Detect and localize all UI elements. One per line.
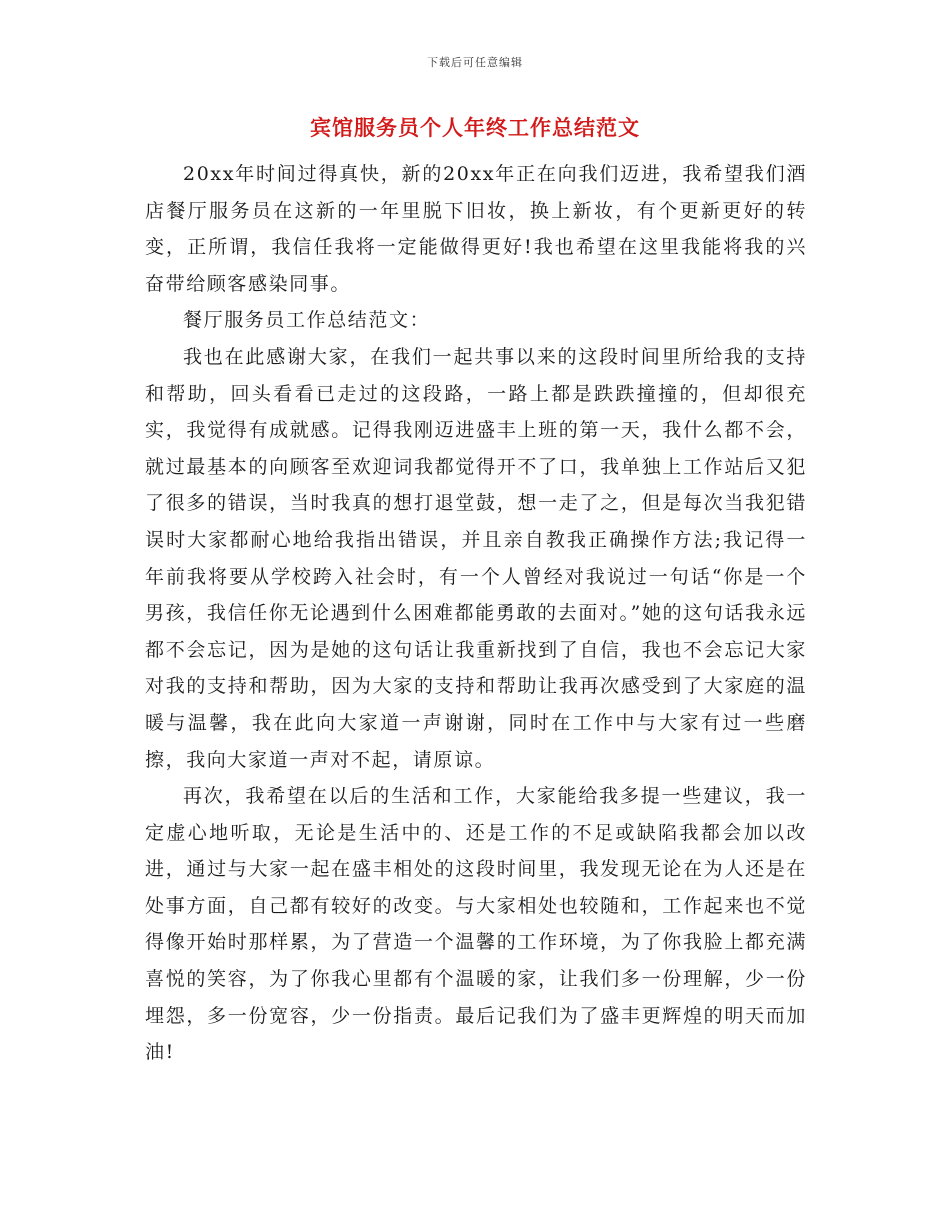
paragraph-intro: 20xx年时间过得真快，新的20xx年正在向我们迈进，我希望我们酒店餐厅服务员在这新的一年里脱下旧妆，换上新妆，有个更新更好的转变，正所谓，我信任我将一定能做得更好!我也希望在这里我能将我的兴奋带给顾客感染同事。 [145, 163, 807, 295]
paragraph-closing: 再次，我希望在以后的生活和工作，大家能给我多提一些建议，我一定虚心地听取，无论是生活中的、还是工作的不足或缺陷我都会加以改进，通过与大家一起在盛丰相处的这段时间里，我发现无论在为人还是在处事方面，自己都有较好的改变。与大家相处也较随和，工作起来也不觉得像开始时那样累，为了营造一个温馨的工作环境，为了你我脸上都充满喜悦的笑容，为了你我心里都有个温暖的家，让我们多一份理解，少一份埋怨，多一份宽容，少一份指责。最后记我们为了盛丰更辉煌的明天而加油! [145, 785, 807, 1064]
page-header-note: 下载后可任意编辑 [427, 56, 523, 69]
paragraph-subheading: 餐厅服务员工作总结范文： [183, 309, 431, 332]
paragraph-thanks: 我也在此感谢大家，在我们一起共事以来的这段时间里所给我的支持和帮助，回头看看已走过的这段路，一路上都是跌跌撞撞的，但却很充实，我觉得有成就感。记得我刚迈进盛丰上班的第一天，我什么都不会，就过最基本的向顾客至欢迎词我都觉得开不了口，我单独上工作站后又犯了很多的错误，当时我真的想打退堂鼓，想一走了之，但是每次当我犯错误时大家都耐心地给我指出错误，并且亲自教我正确操作方法;我记得一年前我将要从学校跨入社会时，有一个人曾经对我说过一句话“你是一个男孩，我信任你无论遇到什么困难都能勇敢的去面对。”她的这句话我永远都不会忘记，因为是她的这句话让我重新找到了自信，我也不会忘记大家对我的支持和帮助，因为大家的支持和帮助让我再次感受到了大家庭的温暖与温馨，我在此向大家道一声谢谢，同时在工作中与大家有过一些磨擦，我向大家道一声对不起，请原谅。 [145, 345, 807, 771]
document-title: 宾馆服务员个人年终工作总结范文 [310, 115, 640, 140]
document-body [145, 156, 807, 1071]
